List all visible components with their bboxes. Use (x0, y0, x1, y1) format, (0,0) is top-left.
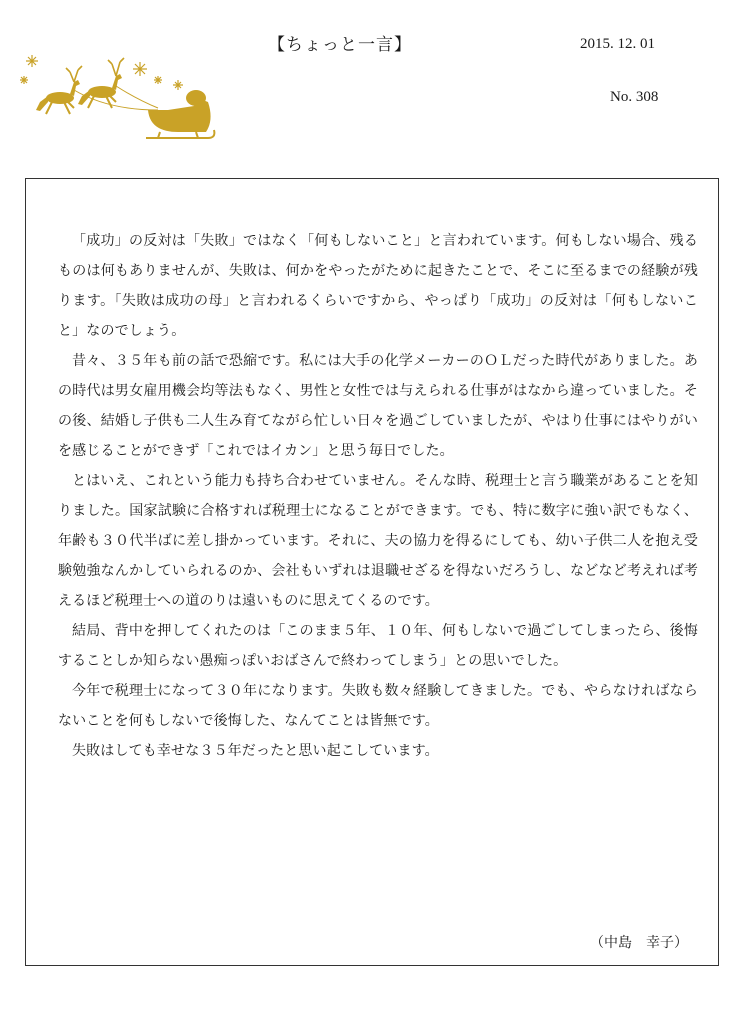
paragraph: 失敗はしても幸せな３５年だったと思い起こしています。 (72, 743, 439, 759)
reindeer-icon (78, 58, 124, 108)
author-signature: （中島 幸子） (590, 935, 688, 951)
issue-number: No. 308 (610, 89, 659, 105)
sleigh-icon (146, 90, 214, 138)
paragraph: とはいえ、これという能力も持ち合わせていません。そんな時、税理士と言う職業があることを知りました。国家試験に合格すれば税理士になることができます。でも、特に数字に強い訳でもなく、年齢も３０代半ばに差し掛かっています。それに、夫の協力を得るにしても、幼い子供二人を抱え受験勉強なんかしていられるのか、会社もいずれは退職せざるを得ないだろうし、などなど考えれば考えるほど税理士への道のりは遠いものに思えてくるのです。 (58, 473, 698, 609)
paragraph: 昔々、３５年も前の話で恐縮です。私には大手の化学メーカーのＯＬだった時代がありました。あの時代は男女雇用機会均等法もなく、男性と女性では与えられる仕事がはなから違っていました。その後、結婚し子供も二人生み育てながら忙しい日々を過ごしていましたが、やはり仕事にはやりがいを感じることができず「これではイカン」と思う毎日でした。 (58, 353, 698, 459)
article-body (58, 226, 698, 766)
paragraph: 「成功」の反対は「失敗」ではなく「何もしないこと」と言われています。何もしない場合、残るものは何もありませんが、失敗は、何かをやったがために起きたことで、そこに至るまでの経験が残ります。「失敗は成功の母」と言われるくらいですから、やっぱり「成功」の反対は「何もしないこと」なのでしょう。 (58, 233, 698, 339)
paragraph: 結局、背中を押してくれたのは「このまま５年、１０年、何もしないで過ごしてしまったら、後悔することしか知らない愚痴っぽいおばさんで終わってしまう」との思いでした。 (58, 623, 698, 669)
page-title: 【ちょっと一言】 (268, 35, 412, 55)
issue-date: 2015. 12. 01 (580, 36, 655, 52)
snowflake-icon (20, 55, 183, 90)
paragraph: 今年で税理士になって３０年になります。失敗も数々経験してきました。でも、やらなければならないことを何もしないで後悔した、なんてことは皆無です。 (58, 683, 698, 729)
reindeer-icon (36, 66, 82, 114)
reindeer-sleigh-icon (18, 40, 218, 145)
